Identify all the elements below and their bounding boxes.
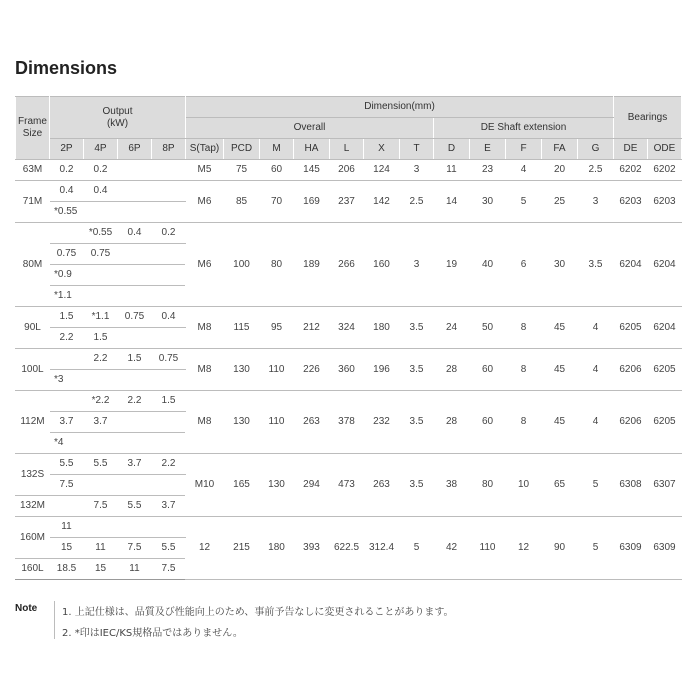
dim-cell: 160 [364, 223, 400, 307]
dim-cell: 8 [506, 349, 542, 391]
output-cell [152, 475, 186, 496]
dim-cell: 25 [542, 181, 578, 223]
output-cell: 1.5 [118, 349, 152, 370]
bearing-cell: 6205 [648, 349, 682, 391]
dim-cell: 12 [506, 517, 542, 580]
table-row [16, 349, 682, 370]
dim-cell: 5 [578, 454, 614, 517]
dim-cell: 324 [330, 307, 364, 349]
dim-cell: 226 [294, 349, 330, 391]
dim-cell: 5 [506, 181, 542, 223]
dim-cell: 2.5 [400, 181, 434, 223]
dim-cell: M8 [186, 391, 224, 454]
bearing-cell: 6309 [648, 517, 682, 580]
dim-cell: 3.5 [400, 307, 434, 349]
dim-cell: 60 [470, 349, 506, 391]
table-row [16, 454, 682, 475]
bearing-cell: 6205 [614, 307, 648, 349]
frame-cell: 132S [16, 454, 50, 496]
col-header: FA [542, 139, 578, 160]
frame-cell: 132M [16, 496, 50, 517]
dim-cell: 24 [434, 307, 470, 349]
dim-cell: 30 [470, 181, 506, 223]
output-cell [118, 475, 152, 496]
output-cell [152, 370, 186, 391]
table-row [16, 391, 682, 412]
frame-size-header: Frame Size [16, 97, 50, 160]
output-cell [152, 412, 186, 433]
dim-cell: 4 [506, 160, 542, 181]
dim-cell: 622.5 [330, 517, 364, 580]
col-header: 2P [50, 139, 84, 160]
dim-cell: 12 [186, 517, 224, 580]
output-cell [50, 223, 84, 244]
frame-cell: 90L [16, 307, 50, 349]
dim-cell: 85 [224, 181, 260, 223]
output-cell [152, 433, 186, 454]
dim-cell: M6 [186, 223, 224, 307]
output-cell: 3.7 [152, 496, 186, 517]
dim-cell: 42 [434, 517, 470, 580]
output-cell: 3.7 [84, 412, 118, 433]
dim-cell: 169 [294, 181, 330, 223]
col-header: ODE [648, 139, 682, 160]
output-cell [118, 433, 152, 454]
output-cell: 2.2 [118, 391, 152, 412]
output-cell: *1.1 [50, 286, 84, 307]
bearing-cell: 6308 [614, 454, 648, 517]
dim-cell: M8 [186, 349, 224, 391]
output-cell: 5.5 [152, 538, 186, 559]
output-cell: 15 [84, 559, 118, 580]
output-cell: *4 [50, 433, 84, 454]
output-cell [84, 202, 118, 223]
dim-cell: 23 [470, 160, 506, 181]
note-line-2: 2. *印はIEC/KS規格品ではありません。 [62, 628, 243, 639]
output-cell: 7.5 [152, 559, 186, 580]
output-cell: 1.5 [84, 328, 118, 349]
dimensions-table [15, 96, 682, 580]
output-cell: *0.55 [50, 202, 84, 223]
dim-cell: 45 [542, 391, 578, 454]
output-cell: 7.5 [84, 496, 118, 517]
dim-cell: 4 [578, 391, 614, 454]
output-cell: 5.5 [118, 496, 152, 517]
dim-cell: 360 [330, 349, 364, 391]
dim-cell: 8 [506, 307, 542, 349]
col-header: DE [614, 139, 648, 160]
dim-cell: 130 [224, 349, 260, 391]
dim-cell: 2.5 [578, 160, 614, 181]
col-header: E [470, 139, 506, 160]
output-cell [84, 475, 118, 496]
bearing-cell: 6202 [614, 160, 648, 181]
dim-cell: 45 [542, 349, 578, 391]
col-header: X [364, 139, 400, 160]
output-cell [118, 286, 152, 307]
dim-cell: 263 [364, 454, 400, 517]
output-cell [84, 265, 118, 286]
dim-cell: 5 [578, 517, 614, 580]
dim-cell: 8 [506, 391, 542, 454]
output-cell: *0.9 [50, 265, 84, 286]
bearing-cell: 6204 [614, 223, 648, 307]
frame-cell: 100L [16, 349, 50, 391]
dim-cell: 196 [364, 349, 400, 391]
note-line-1: 1. 上記仕様は、品質及び性能向上のため、事前予告なしに変更されることがあります。 [62, 607, 454, 618]
output-cell [118, 412, 152, 433]
header-row-3 [16, 139, 682, 160]
col-header: PCD [224, 139, 260, 160]
output-cell: 7.5 [50, 475, 84, 496]
dim-cell: 4 [578, 307, 614, 349]
output-cell: 2.2 [50, 328, 84, 349]
dim-cell: 473 [330, 454, 364, 517]
dim-cell: 28 [434, 349, 470, 391]
output-cell [84, 286, 118, 307]
dim-cell: 180 [260, 517, 294, 580]
dim-cell: 28 [434, 391, 470, 454]
bearing-cell: 6205 [648, 391, 682, 454]
frame-cell: 160L [16, 559, 50, 580]
output-cell: 11 [84, 538, 118, 559]
dim-cell: M5 [186, 160, 224, 181]
dim-cell: 3 [400, 160, 434, 181]
dim-cell: 3 [400, 223, 434, 307]
dim-cell: 145 [294, 160, 330, 181]
output-cell [50, 496, 84, 517]
dim-cell: 130 [260, 454, 294, 517]
bearing-cell: 6204 [648, 223, 682, 307]
dim-cell: 30 [542, 223, 578, 307]
output-cell [118, 160, 152, 181]
frame-cell: 71M [16, 181, 50, 223]
bearing-cell: 6206 [614, 349, 648, 391]
dim-cell: 393 [294, 517, 330, 580]
dim-cell: 212 [294, 307, 330, 349]
output-cell: 0.4 [50, 181, 84, 202]
output-cell [152, 202, 186, 223]
dim-cell: 142 [364, 181, 400, 223]
output-cell [50, 391, 84, 412]
dim-cell: 70 [260, 181, 294, 223]
col-header: 6P [118, 139, 152, 160]
dim-cell: 110 [260, 349, 294, 391]
output-cell: 5.5 [50, 454, 84, 475]
output-cell [152, 517, 186, 538]
bearing-cell: 6309 [614, 517, 648, 580]
output-cell [118, 244, 152, 265]
output-cell [152, 328, 186, 349]
dim-cell: 266 [330, 223, 364, 307]
dim-cell: 378 [330, 391, 364, 454]
dim-cell: 40 [470, 223, 506, 307]
output-cell: 0.75 [118, 307, 152, 328]
overall-header: Overall [186, 118, 434, 139]
col-header: T [400, 139, 434, 160]
bearing-cell: 6202 [648, 160, 682, 181]
dim-cell: 110 [260, 391, 294, 454]
dim-cell: 294 [294, 454, 330, 517]
output-cell [118, 202, 152, 223]
dim-cell: 130 [224, 391, 260, 454]
dim-cell: 110 [470, 517, 506, 580]
col-header: M [260, 139, 294, 160]
dim-cell: 3.5 [400, 391, 434, 454]
dim-cell: 3.5 [578, 223, 614, 307]
output-cell [84, 517, 118, 538]
col-header: L [330, 139, 364, 160]
output-cell [152, 160, 186, 181]
col-header: D [434, 139, 470, 160]
dim-cell: 180 [364, 307, 400, 349]
dim-cell: 65 [542, 454, 578, 517]
frame-cell: 160M [16, 517, 50, 559]
table-row [16, 223, 682, 244]
output-cell: 0.4 [152, 307, 186, 328]
dim-cell: 3.5 [400, 454, 434, 517]
header-row-1 [16, 97, 682, 118]
dim-cell: 10 [506, 454, 542, 517]
bearing-cell: 6203 [614, 181, 648, 223]
dim-cell: 3 [578, 181, 614, 223]
de-shaft-header: DE Shaft extension [434, 118, 614, 139]
bearing-cell: 6203 [648, 181, 682, 223]
dim-cell: 14 [434, 181, 470, 223]
dim-cell: 75 [224, 160, 260, 181]
dim-cell: 100 [224, 223, 260, 307]
output-cell: *1.1 [84, 307, 118, 328]
output-cell [84, 433, 118, 454]
page-title: Dimensions [15, 58, 118, 78]
output-cell: 0.4 [118, 223, 152, 244]
bearing-cell: 6307 [648, 454, 682, 517]
dim-cell: M8 [186, 307, 224, 349]
dim-cell: 165 [224, 454, 260, 517]
dim-cell: 90 [542, 517, 578, 580]
output-cell: 0.2 [152, 223, 186, 244]
output-cell [118, 328, 152, 349]
col-header: HA [294, 139, 330, 160]
dim-cell: 45 [542, 307, 578, 349]
dim-cell: 215 [224, 517, 260, 580]
dim-cell: M10 [186, 454, 224, 517]
output-cell [118, 265, 152, 286]
table-row [16, 181, 682, 202]
dim-cell: 237 [330, 181, 364, 223]
dim-cell: 115 [224, 307, 260, 349]
bearing-cell: 6206 [614, 391, 648, 454]
bearing-cell: 6204 [648, 307, 682, 349]
dim-cell: 50 [470, 307, 506, 349]
output-cell [152, 181, 186, 202]
dim-cell: 232 [364, 391, 400, 454]
col-header: G [578, 139, 614, 160]
output-cell: 0.75 [84, 244, 118, 265]
output-cell: *3 [50, 370, 84, 391]
dim-cell: 4 [578, 349, 614, 391]
output-cell: 3.7 [118, 454, 152, 475]
output-cell: 0.2 [84, 160, 118, 181]
dim-cell: 38 [434, 454, 470, 517]
bearings-header: Bearings [614, 97, 682, 139]
dim-cell: 6 [506, 223, 542, 307]
dim-cell: 95 [260, 307, 294, 349]
note-section [15, 601, 695, 641]
dim-cell: 3.5 [400, 349, 434, 391]
output-cell: 18.5 [50, 559, 84, 580]
output-cell: *0.55 [84, 223, 118, 244]
output-cell [50, 349, 84, 370]
output-cell: 11 [118, 559, 152, 580]
output-cell: 3.7 [50, 412, 84, 433]
dim-cell: 80 [260, 223, 294, 307]
dim-cell: 189 [294, 223, 330, 307]
output-cell [152, 265, 186, 286]
output-header: Output (kW) [50, 97, 186, 139]
dim-cell: 312.4 [364, 517, 400, 580]
note-label: Note [15, 603, 38, 614]
output-cell: 5.5 [84, 454, 118, 475]
dim-cell: 5 [400, 517, 434, 580]
dim-cell: 60 [470, 391, 506, 454]
dim-cell: 124 [364, 160, 400, 181]
col-header: 4P [84, 139, 118, 160]
frame-cell: 112M [16, 391, 50, 454]
col-header: 8P [152, 139, 186, 160]
dim-cell: 60 [260, 160, 294, 181]
dim-cell: 206 [330, 160, 364, 181]
output-cell: *2.2 [84, 391, 118, 412]
frame-cell: 80M [16, 223, 50, 307]
output-cell: 2.2 [152, 454, 186, 475]
frame-cell: 63M [16, 160, 50, 181]
note-divider [54, 601, 55, 639]
dimension-header: Dimension(mm) [186, 97, 614, 118]
output-cell: 2.2 [84, 349, 118, 370]
output-cell: 0.4 [84, 181, 118, 202]
dim-cell: 20 [542, 160, 578, 181]
table-row [16, 160, 682, 181]
output-cell: 0.75 [50, 244, 84, 265]
output-cell: 0.75 [152, 349, 186, 370]
output-cell: 7.5 [118, 538, 152, 559]
output-cell: 1.5 [50, 307, 84, 328]
output-cell [118, 517, 152, 538]
col-header: F [506, 139, 542, 160]
output-cell [84, 370, 118, 391]
dim-cell: 19 [434, 223, 470, 307]
output-cell [118, 181, 152, 202]
dim-cell: 263 [294, 391, 330, 454]
dim-cell: 80 [470, 454, 506, 517]
table-row [16, 517, 682, 538]
col-header: S(Tap) [186, 139, 224, 160]
output-cell [152, 244, 186, 265]
output-cell: 1.5 [152, 391, 186, 412]
output-cell: 0.2 [50, 160, 84, 181]
dim-cell: M6 [186, 181, 224, 223]
output-cell [118, 370, 152, 391]
output-cell [152, 286, 186, 307]
dim-cell: 11 [434, 160, 470, 181]
output-cell: 15 [50, 538, 84, 559]
output-cell: 11 [50, 517, 84, 538]
table-row [16, 307, 682, 328]
